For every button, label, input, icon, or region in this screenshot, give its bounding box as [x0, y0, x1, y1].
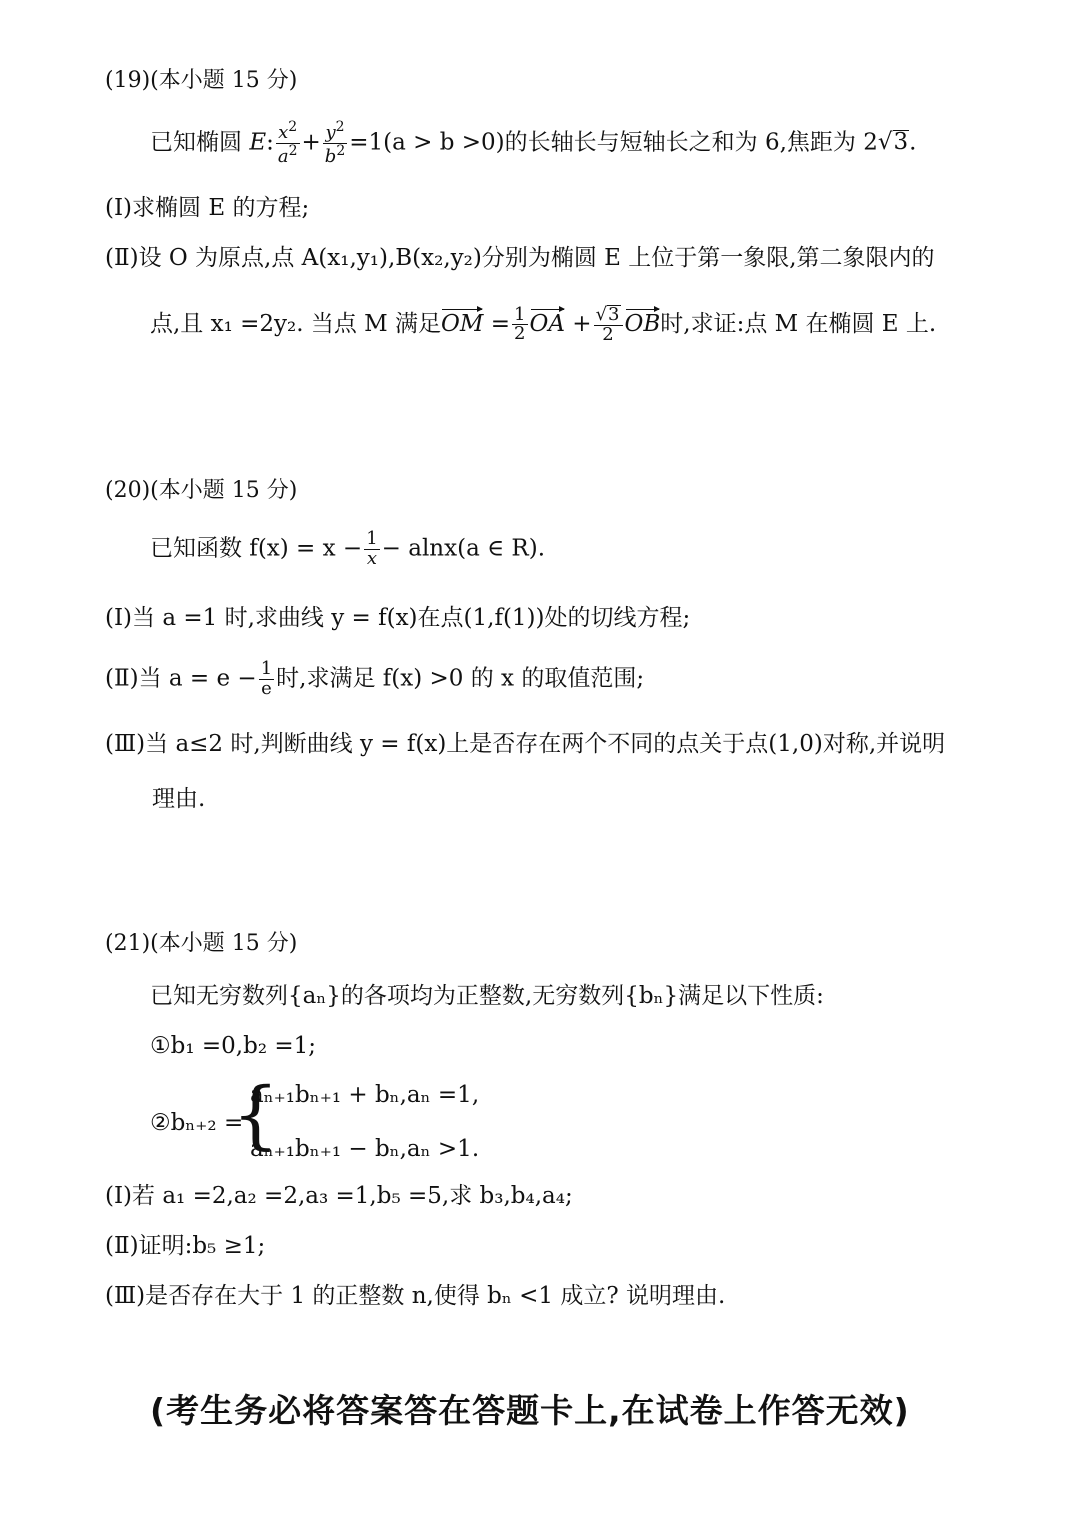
- q20-header: (20)(本小题 15 分): [105, 478, 298, 503]
- sqrt3: √3: [877, 129, 909, 156]
- q20-part2-prefix: (Ⅱ)当 a = e −: [105, 665, 257, 692]
- q19-stem: 已知椭圆 E: $\frac{x^2}{a^2}$ + $\frac{y^2}{b^2}$ =1(a > b >0)的长轴长与短轴长之和为 6,焦距为 2√3.: [150, 119, 917, 167]
- q19-stem-prefix: 已知椭圆: [150, 129, 250, 156]
- q20-part3-line2: 理由.: [152, 786, 206, 812]
- q20-stem-prefix: 已知函数 f(x) = x −: [150, 535, 363, 562]
- q20-stem-suffix: − alnx(a ∈ R).: [381, 535, 546, 562]
- q21-stem: 已知无穷数列{aₙ}的各项均为正整数,无穷数列{bₙ}满足以下性质:: [150, 983, 824, 1009]
- q21-case1: aₙ₊₁bₙ₊₁ + bₙ,aₙ =1,: [250, 1082, 480, 1108]
- q20-part1: (Ⅰ)当 a =1 时,求曲线 y = f(x)在点(1,f(1))处的切线方程;: [105, 605, 691, 631]
- q21-header: (21)(本小题 15 分): [105, 931, 298, 956]
- q21-prop1: ①b₁ =0,b₂ =1;: [150, 1033, 316, 1059]
- vector-ob: OB: [624, 310, 661, 337]
- vector-om: OM: [441, 310, 484, 337]
- q20-part2: [105, 660, 644, 699]
- footer-notice: (考生务必将答案答在答题卡上,在试卷上作答无效): [150, 1391, 910, 1430]
- frac-1-e: $\frac{1}{e}$: [260, 658, 273, 699]
- q19-part2-line1: (Ⅱ)设 O 为原点,点 A(x₁,y₁),B(x₂,y₂)分别为椭圆 E 上位于第一象限,第二象限内的: [105, 245, 935, 271]
- frac-1-2: $\frac{1}{2}$: [514, 303, 526, 345]
- q19-part2-line2-suffix: 时,求证:点 M 在椭圆 E 上.: [660, 310, 937, 337]
- q21-part1: (Ⅰ)若 a₁ =2,a₂ =2,a₃ =1,b₅ =5,求 b₃,b₄,a₄;: [105, 1183, 573, 1209]
- q21-prop2-lhs: ②bₙ₊₂ =: [150, 1110, 244, 1136]
- vector-oa: OA: [529, 310, 565, 337]
- q19-header: (19)(本小题 15 分): [105, 68, 298, 93]
- q21-case2: aₙ₊₁bₙ₊₁ − bₙ,aₙ >1.: [250, 1136, 480, 1162]
- frac-x2-a2: $\frac{x^2}{a^2}$: [277, 119, 298, 167]
- q21-part2: (Ⅱ)证明:b₅ ≥1;: [105, 1233, 266, 1259]
- piecewise-brace: {: [232, 1072, 280, 1158]
- q19-stem-suffix: (a > b >0)的长轴长与短轴长之和为 6,焦距为 2: [383, 129, 878, 156]
- q20-stem: [150, 530, 545, 569]
- frac-1-x: $\frac{1}{x}$: [366, 528, 378, 569]
- q20-part2-suffix: 时,求满足 f(x) >0 的 x 的取值范围;: [276, 665, 645, 692]
- q20-part3-line1: (Ⅲ)当 a≤2 时,判断曲线 y = f(x)上是否存在两个不同的点关于点(1,0)对称,并说明: [105, 731, 946, 757]
- q19-part2-line2-prefix: 点,且 x₁ =2y₂. 当点 M 满足: [150, 310, 442, 337]
- q21-part3: (Ⅲ)是否存在大于 1 的正整数 n,使得 bₙ <1 成立? 说明理由.: [105, 1283, 726, 1309]
- q19-part2-line2: 点,且 x₁ =2y₂. 当点 M 满足OM = $\frac{1}{2}$ OA + $\frac{√3}{2}$ OB时,求证:点 M 在椭圆 E 上.: [150, 303, 937, 345]
- q19-part1: (Ⅰ)求椭圆 E 的方程;: [105, 195, 310, 221]
- frac-sqrt3-2: $\frac{√3}{2}$: [594, 305, 623, 345]
- frac-y2-b2: $\frac{y^2}{b^2}$: [324, 119, 346, 167]
